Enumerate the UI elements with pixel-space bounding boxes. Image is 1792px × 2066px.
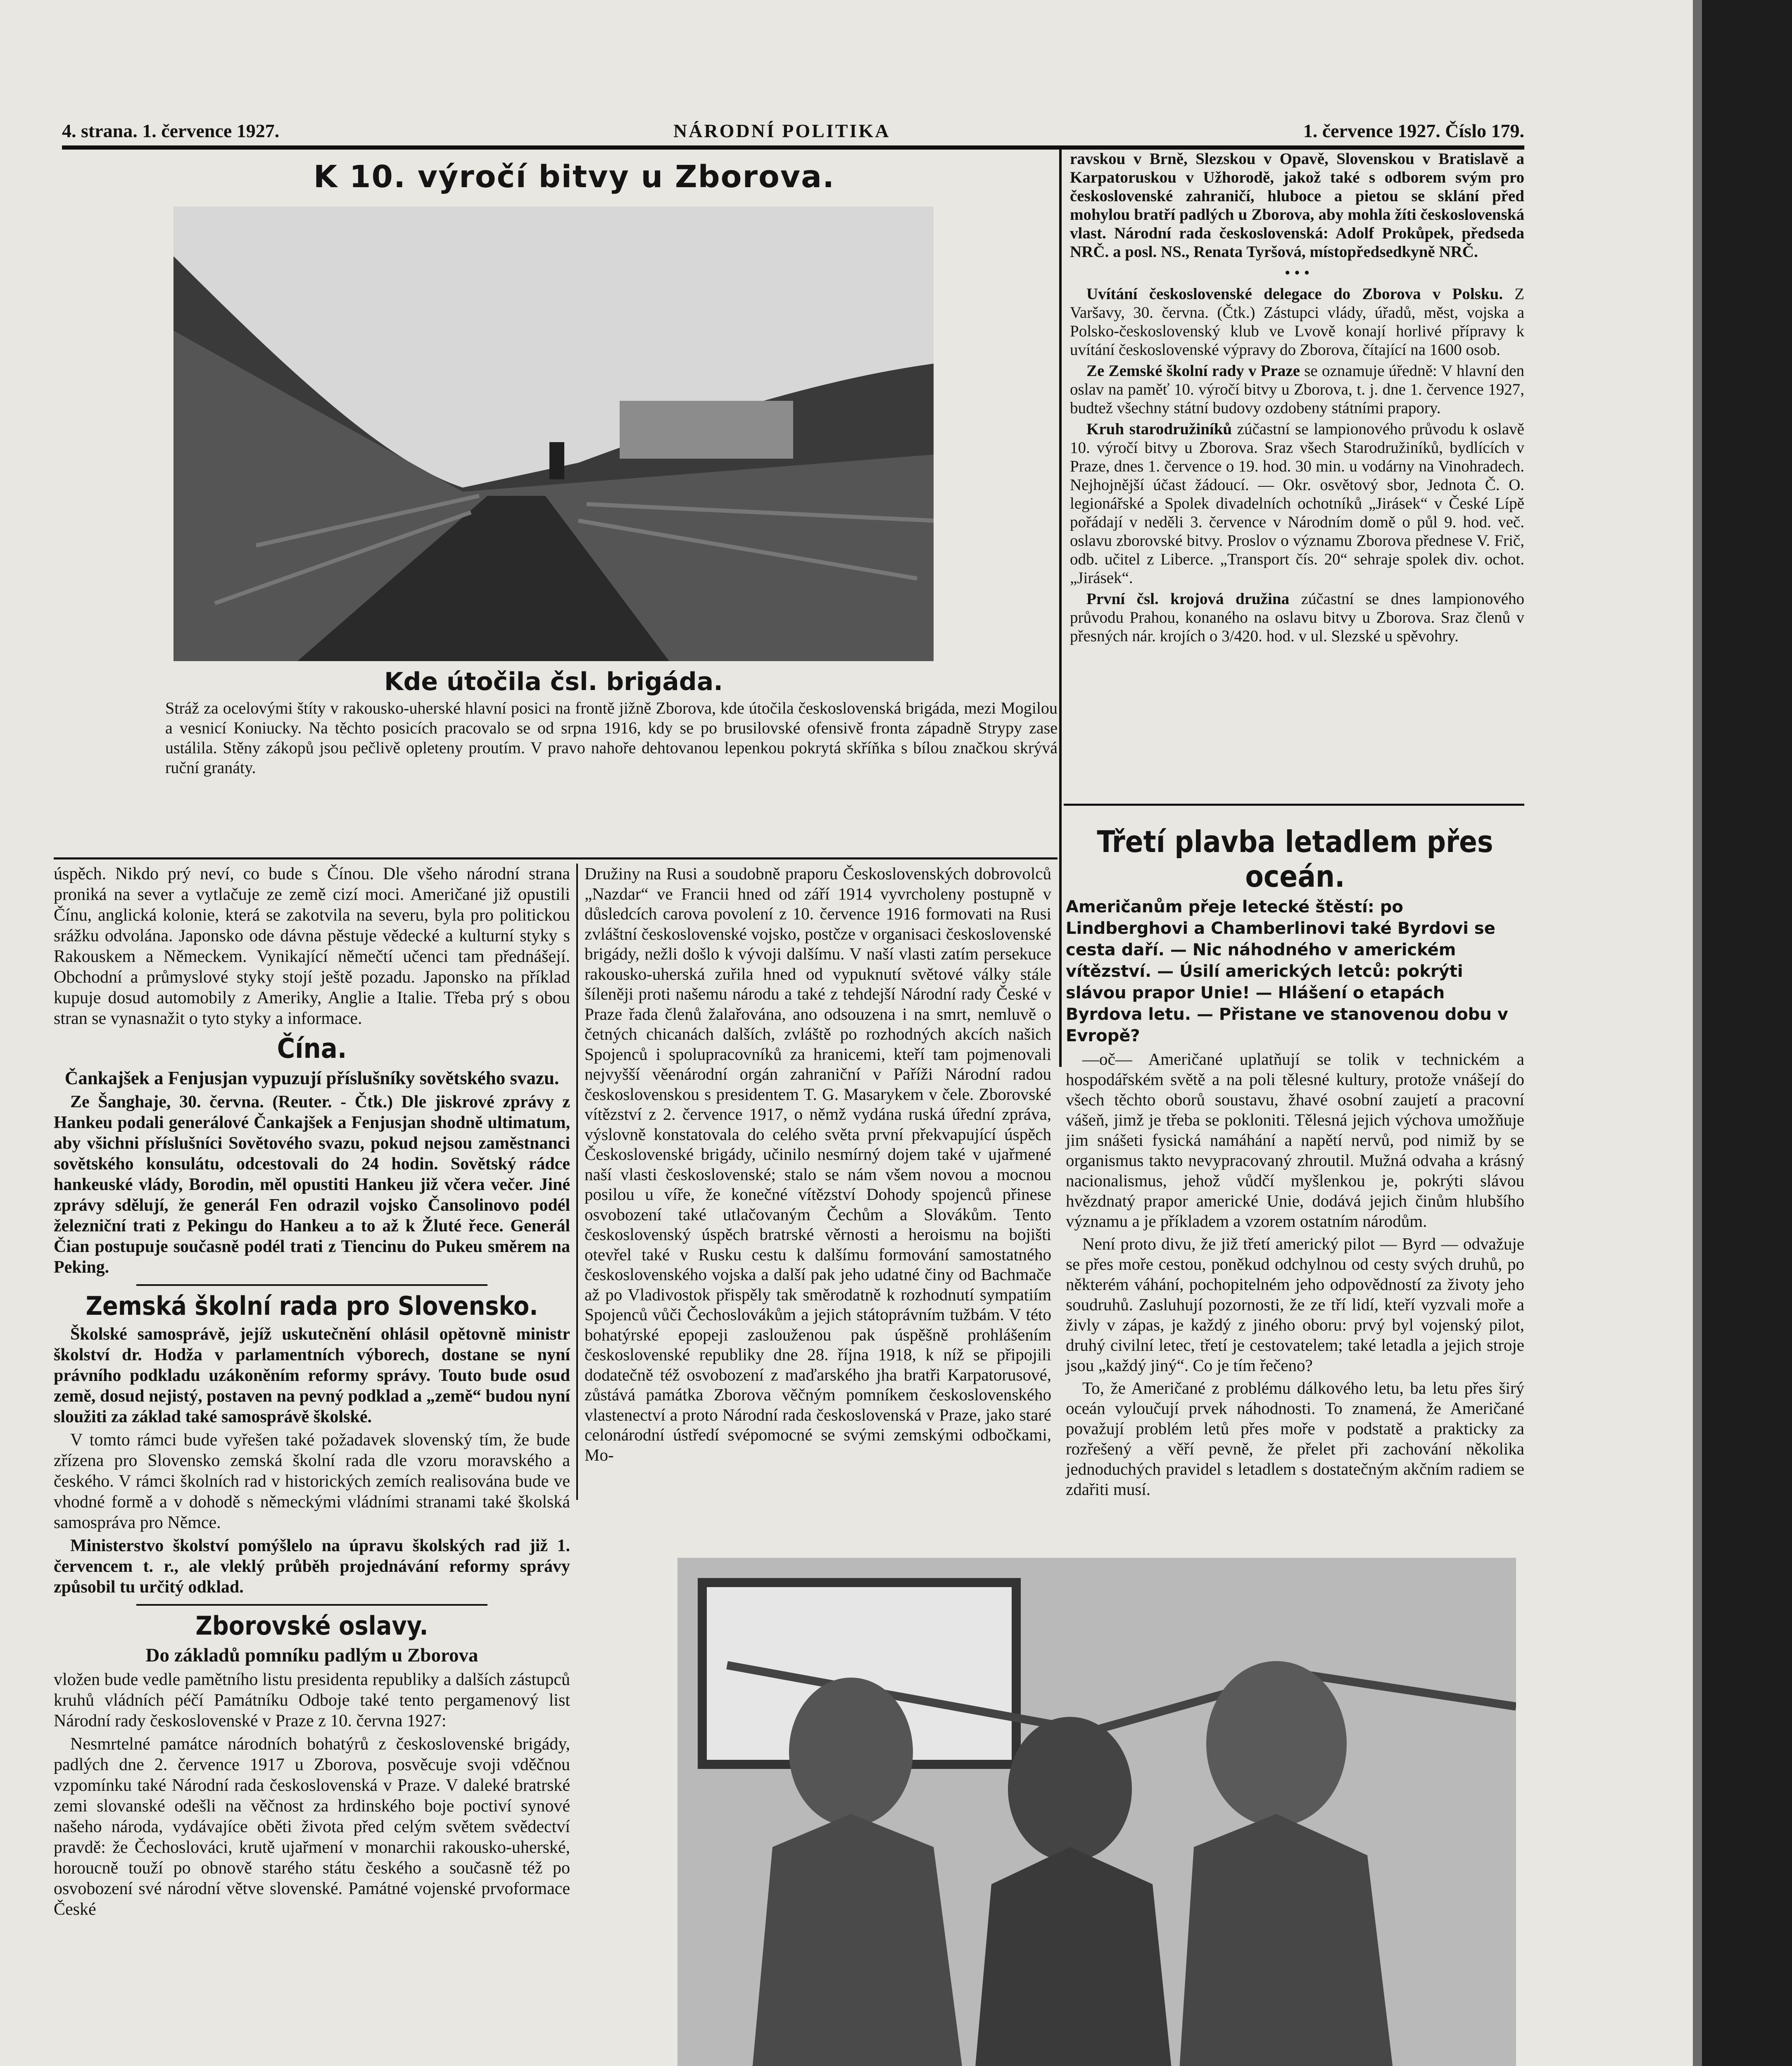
byrd-photo (677, 1558, 1516, 2066)
header-left: 4. strana. 1. července 1927. (62, 120, 280, 141)
trench-photo-image (173, 207, 934, 661)
welcome-lead: Uvítání československé delegace do Zborova v Polsku. (1086, 285, 1503, 303)
flight-title: Třetí plavba letadlem přes oceán. (1097, 824, 1493, 894)
page-header (62, 120, 1524, 145)
flight-paragraph-3: To, že Američané z problému dálkového letu, ba letu přes širý oceán vyloučují prvek náhodnosti. To znamená, že Američané považují problém letů přes moře v podstatě a prakticky za rozřešený a věří pevně, že přelet při zachování několika jednoduchých pravidel s letadlem s dostatečným akčním radiem se zdařiti musí. (1066, 1378, 1524, 1499)
section-rule (54, 857, 1058, 859)
zborov-paragraph-1: vložen bude vedle pamětního listu presidenta republiky a dalších zástupců kruhů vládních péčí Památníku Odboje také tento pergamenový list Národní rady československé v Praze z 10. června 1927: (54, 1670, 570, 1730)
column-1 (54, 864, 570, 1922)
china-subtitle: Čankajšek a Fenjusjan vypuzují příslušníky sovětského svazu. (64, 1068, 559, 1088)
column-divider-2 (576, 864, 578, 1500)
school-paragraph-3: Ministerstvo školství pomýšlelo na úpravu školských rad již 1. červencem t. r., ale vleklý průběh projednávání reformy správy způsobil tu určitý odklad. (54, 1536, 570, 1597)
japan-text: úspěch. Nikdo prý neví, co bude s Čínou. Dle všeho národní strana proniká na sever a vytlačuje ze země cizí moci. Američané již opustili Čínu, anglická kolonie, která se zakotvila na severu, byla pro politickou srážku odvolána. Japonsko ode dávna pěstuje vědecké a kulturní styky s Rakouskem a Německem. Vynikající němečtí učenci tam přednášejí. Obchodní a průmyslové styky stojí ještě pozadu. Japonsko na příklad kupuje dosud automobily z Ameriky, Anglie a Italie. Třeba prý s obou stran se vynasnažit o tyto styky a informace. (54, 864, 570, 1028)
school-paragraph-2: V tomto rámci bude vyřešen také požadavek slovenský tím, že bude zřízena pro Slovensko zemská školní rada dle vzoru moravského a českého. V rámci školních rad v historických zemích realisována bude ve vhodné formě a v dohodě s německými vládními stranami také školská samospráva pro Němce. (54, 1430, 570, 1532)
zborov-oslavy-subtitle: Do základů pomníku padlým u Zborova (145, 1645, 478, 1666)
column-2 (585, 864, 1051, 1467)
byrd-photo-image (677, 1558, 1516, 2066)
school-board-text: se oznamuje úředně: V hlavní den oslav na paměť 10. výročí bitvy u Zborova, t. j. dne 1. července 1927, budtež všechny státní budovy ozdobeny státními prapory. (1070, 362, 1525, 417)
flight-paragraph-1: —oč— Američané uplatňují se tolik v technickém a hospodářském světě a na poli tělesné kultury, protože vnášejí do všech těchto oborů soustavu, žhavé osobní zaujetí a pracovní vášeň, jimž je třeba se pokloniti. Tělesná jejich výchova umožňuje jim snášeti fysická namáhání a napětí nervů, pod nimiž by se organismus takto nevypracovaný zhroutil. Mužná odvaha a krásný nacionalismus, jehož vůdčí myšlenkou je, pokrýti slávou hvězdnatý prapor americké Unie, dodává jejich činům hlubšího významu a je příkladem a vzorem ostatním národům. (1066, 1050, 1524, 1231)
school-board-lead: Ze Zemské školní rady v Praze (1086, 362, 1300, 380)
separator-dots: • • • (1284, 264, 1310, 282)
right-rule (1064, 804, 1524, 806)
flight-subtitle: Američanům přeje letecké štěstí: po Lindberghovi a Chamberlinovi také Byrdovi se cesta daří. — Nic náhodného v americkém vítězství. — Úsilí amerických letců: pokrýti slávou prapor Unie! — Hlášení o etapách Byrdova letu. — Přistane ve stanovenou dobu v Evropě? (1066, 897, 1508, 1045)
china-title: Čína. (277, 1033, 347, 1064)
scan-margin (1702, 0, 1792, 2066)
druzina-text: zúčastní se lampionového průvodu k oslavě 10. výročí bitvy u Zborova. Sraz všech Starodružiníků, bydlících v Praze, dnes 1. července o 19. hod. 30 min. u vodárny na Vinohradech. Nejhojnější účast žádoucí. — Okr. osvětový sbor, Jednota Č. O. legionářské a Spolek divadelních ochotníků „Jirásek“ v České Lípě pořádají v neděli 3. července v Národním domě o půl 9. hod. več. oslavu zborovské bitvy. Proslov o významu Zborova přednese V. Frič, odb. učitel z Liberce. „Transport čís. 20“ sehraje spolek div. ochot. „Jirásek“. (1070, 420, 1524, 587)
page-edge-shadow (1693, 0, 1702, 2066)
zborov-oslavy-title: Zborovské oslavy. (195, 1611, 428, 1641)
header-rule (62, 145, 1524, 150)
kroj-text: zúčastní se dnes lampionového průvodu Prahou, konaného na oslavu bitvy u Zborova. Sraz členů v přesných nár. krojích o 3/420. hod. v ul. Slezské u spěvohry. (1070, 590, 1524, 645)
druzina-lead: Kruh starodružiníků (1086, 420, 1232, 438)
trench-photo (173, 207, 934, 661)
kroj-lead: První čsl. krojová družina (1086, 590, 1290, 608)
column-divider (1059, 150, 1062, 1067)
col1-rule-2 (136, 1604, 487, 1606)
welcome-text: Z Varšavy, 30. června. (Čtk.) Zástupci vlády, úřadů, měst, vojska a Polsko-československý klub ve Lvově konají horlivé přípravy k uvítání československé výpravy do Zborova, čítající na 1600 osob. (1070, 285, 1525, 359)
legion-text: Družiny na Rusi a soudobně praporu Československých dobrovolců „Nazdar“ ve Francii hned od září 1914 vyvrcholeny postupně v důsledcích carova povolení z 10. července 1916 formovati na Rusi zvláštní československé vojsko, postčze v organisaci československé brigády, nežli došlo k vývoji dalšímu. V naší vlasti zatím persekuce rakousko-uherská zuřila hned od vypuknutí světové války stále šíleněji proti našemu národu a také z tehdejší Národní rady České v Praze řada členů žalařována, ano odsouzena i na smrt, nemluvě o četných chicanách dalších, zvláště po rozhodných akcích našich Spojenců i spolupracovníků za hranicemi, kteří tam pojmenovali nejvyšší věenárodní orgán zahraniční v Paříži Národní radou československou s presidentem T. G. Masarykem v čele. Zborovské vítězství z 2. července 1917, o němž vydána ruská úřední zpráva, výslovně konstatovala do celého světa první překvapující úspěch Československé brigády, učinilo nesmírný dojem také v ujařmené naší vlasti československé; stalo se nám všem novou a mocnou posilou u víře, že konečné vítězství Dohody spojenců přinese osvobození také utlačovaným Čechům a Slovákům. Tento československý úspěch bratrské věrnosti a heroismu na bojišti otevřel také v Rusku cestu k dalšímu formování samostatného československého vojska a další pak jeho udatné činy od Bachmače až po Vladivostok přispěly tak směrodatně k rozhodnutí sympatiím Spojenců vůči Čechoslovákům a jejich státoprávním tužbám. V této bohatýrské epopeji zaslouženou pak úspěšně prohlášením československé republiky dne 28. října 1918, k níž se připojili dodatečně též osvobození z maďarského jha bratři Karpatorusové, zůstává památka Zborova věčným pomníkem československého vlastenectví a proto Národní rada československá v Praze, jako staré celonárodní ústředí svépomocné se svými zemskými odbočkami, Mo- (585, 864, 1051, 1464)
school-paragraph-1: Školské samosprávě, jejíž uskutečnění ohlásil opětovně ministr školství dr. Hodža v parlamentních výborech, dostane se nyní právního podkladu uzákoněním reformy správy. Touto bude osud země, dosud nejistý, postaven na pevný podklad a „země“ budou nyní sloužiti za základ také samosprávě školské. (54, 1325, 570, 1426)
photo-caption-block (165, 698, 1058, 780)
zborov-paragraph-2: Nesmrtelné památce národních bohatýrů z československé brigády, padlých dne 2. července 1917 u Zborova, posvěcuje svoji vděčnou vzpomínku také Národní rada československá v Praze. V daleké bratrské zemi slovanské odešli na věčnost za hrdinského boje poctiví synové našeho národa, vydávajíce oběti života před celým světem svědectví pravdě: že Čechoslováci, krutě ujařmení v monarchii rakousko-uherské, horoucně touží po obnově starého státu českého a současně též po osvobození své národní větve slovenské. Památné vojenské prvoformace České (54, 1735, 570, 1919)
flight-paragraph-2: Není proto divu, že již třetí americký pilot — Byrd — odvažuje se přes moře cestou, poněkud odchylnou od cesty svých druhů, po některém váhání, pochopitelném jeho odpovědností za životy jeho soudruhů. Zasluhují pozornosti, že ze tří lidí, kteří vyzvali moře a živly v zápas, je každý z jiného oboru: prvý byl vojenský pilot, druhý civilní letec, třetí je cestovatelem; také letadla a jejich stroje jsou „každý jiný“. Co je tím řečeno? (1066, 1234, 1524, 1375)
school-title: Zemská školní rada pro Slovensko. (86, 1291, 538, 1321)
china-lead: Ze Šanghaje, (70, 1093, 171, 1112)
china-text: 30. června. (Reuter. - Čtk.) Dle jiskrové zprávy z Hankeu podali generálové Čankajšek a Fenjusjan shodně ultimatum, aby všichni příslušníci Sovětového svazu, pokud nejsou zaměstnanci sovětského konsulátu, odcestovali do 24 hodin. Sovětský rádce hankeuské vlády, Borodin, měl opustiti Hankeu již včera večer. Jiné zprávy sdělují, že generál Fen odrazil vojsko Čansolinovo podél železniční trati z Pekingu do Hankeu a to až k Žluté řece. Generál Čian postupuje současně podél trati z Tiencinu do Pukeu směrem na Peking. (54, 1093, 570, 1277)
delegation-text: ravskou v Brně, Slezskou v Opavě, Slovenskou v Bratislavě a Karpatoruskou v Užhorodě, jakož také s odborem svým pro československé zahraničí, hluboce a pietou se sklání před mohylou bratří padlých u Zborova, aby mohla žíti československá vlast. Národní rada československá: Adolf Prokůpek, předseda NRČ. a posl. NS., Renata Tyršová, místopředsedkyně NRČ. (1070, 150, 1524, 261)
right-top-column (1070, 150, 1524, 648)
col1-rule-1 (136, 1284, 487, 1286)
photo-caption-text: Stráž za ocelovými štíty v rakousko-uherské hlavní posici na frontě jižně Zborova, kde útočila československá brigáda, mezi Mogilou a vesnicí Koniucky. Na těchto posicích pracovalo se od srpna 1916, kdy se po brusilovské ofensivě fronta západně Strypy zase ustálila. Stěny zákopů jsou pečlivě opleteny proutím. V pravo nahoře dehtovanou lepenkou pokrytá skříňka s bílou značkou skrývá ruční granáty. (165, 699, 1058, 777)
article-title-zborov: K 10. výročí bitvy u Zborova. (313, 159, 835, 195)
flight-article (1066, 820, 1524, 1502)
photo-caption-title: Kde útočila čsl. brigáda. (384, 667, 723, 696)
header-right: 1. července 1927. Číslo 179. (1303, 120, 1524, 141)
masthead: NÁRODNÍ POLITIKA (673, 120, 891, 141)
